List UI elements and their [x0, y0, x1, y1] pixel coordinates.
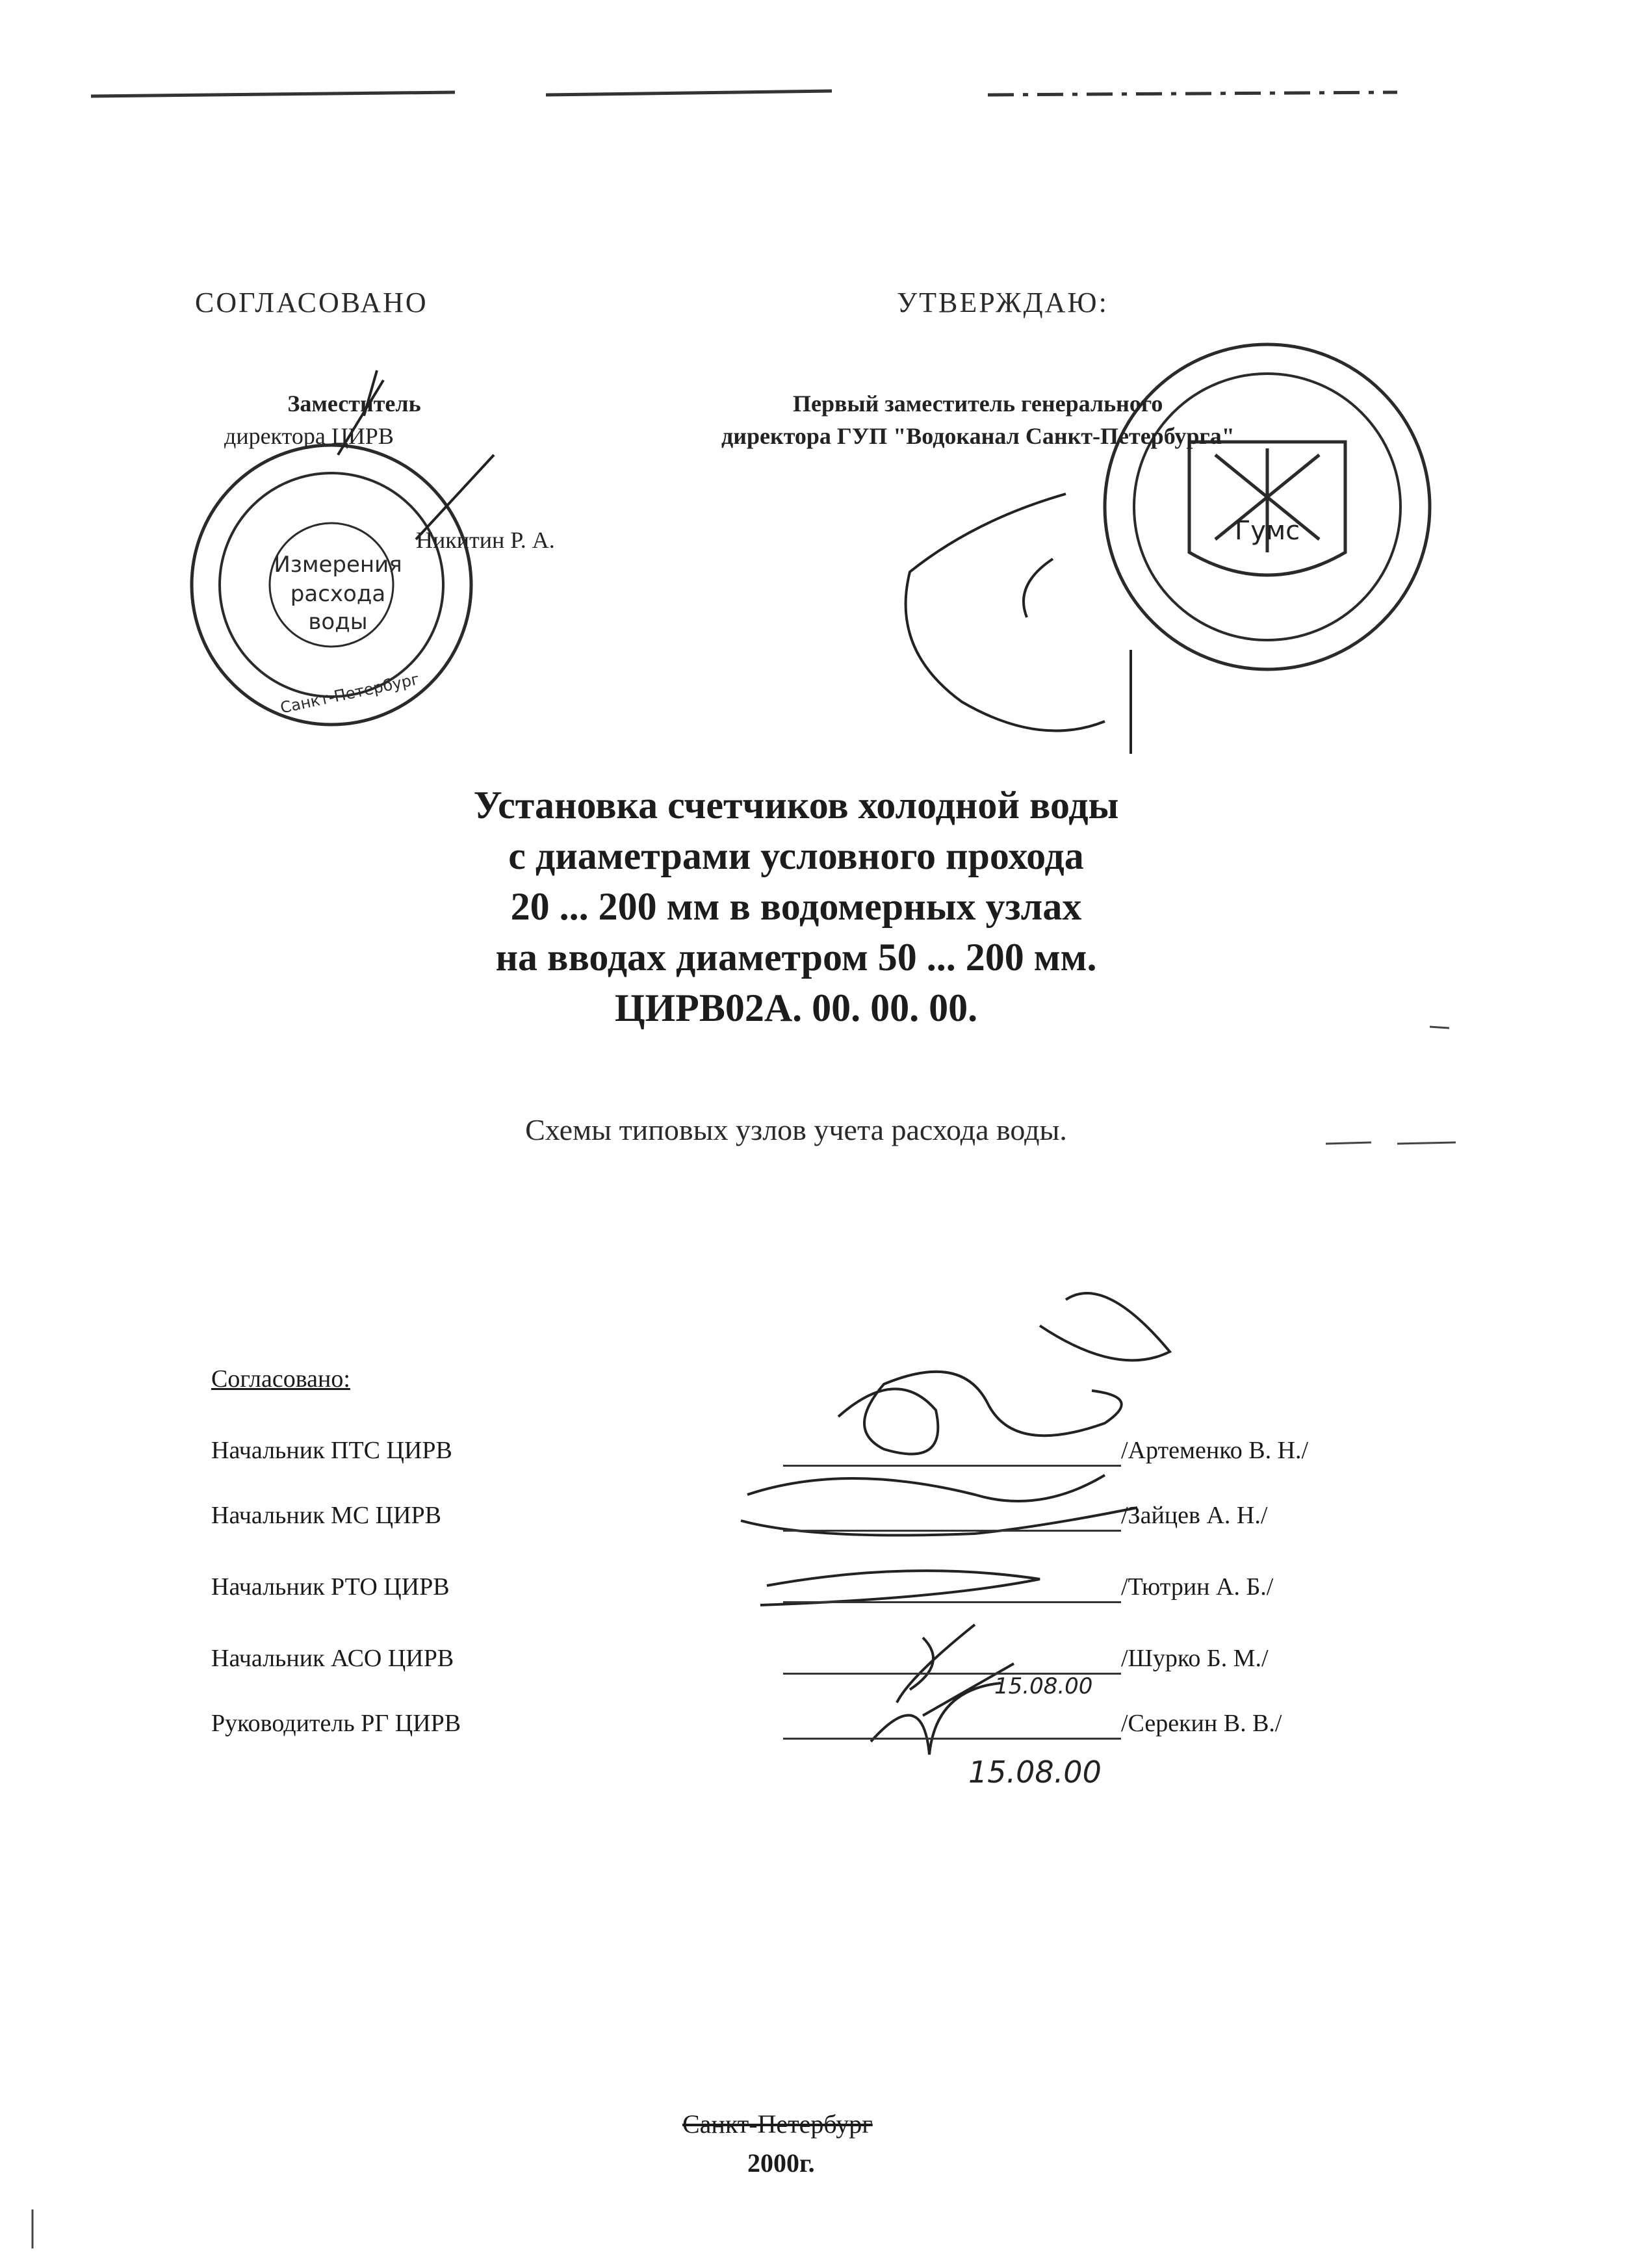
title-line-4: на вводах диаметром 50 ... 200 мм.	[495, 936, 1097, 979]
signature-role: Начальник РТО ЦИРВ	[211, 1573, 450, 1601]
signature-role: Начальник АСО ЦИРВ	[211, 1645, 454, 1672]
signature-role: Начальник ПТС ЦИРВ	[211, 1437, 452, 1464]
footer-year: 2000г.	[747, 2148, 815, 2178]
agreed-heading: Согласовано:	[211, 1365, 350, 1393]
signature-name: /Серекин В. В./	[1121, 1710, 1282, 1737]
signature-line	[783, 1738, 1121, 1740]
signature-line	[783, 1601, 1121, 1603]
signature-name: /Артеменко В. Н./	[1121, 1437, 1309, 1464]
left-position-line-1: Заместитель	[287, 391, 421, 417]
handwritten-date-1: 15.08.00	[994, 1673, 1093, 1699]
stamp-bottom-text: Санкт-Петербург	[278, 669, 421, 717]
document-subtitle: Схемы типовых узлов учета расхода воды.	[525, 1113, 1067, 1146]
signature-row	[211, 1501, 1381, 1540]
title-line-3: 20 ... 200 мм в водомерных узлах	[510, 885, 1082, 928]
signature-row	[211, 1573, 1381, 1612]
signature-name: /Зайцев А. Н./	[1121, 1502, 1268, 1529]
edge-marks	[32, 1027, 1456, 2248]
left-signatory-name: Никитин Р. А.	[416, 527, 555, 553]
left-position-line-2: директора ЦИРВ	[224, 423, 394, 449]
title-line-1: Установка счетчиков холодной воды	[473, 784, 1119, 827]
signature-name: /Шурко Б. М./	[1121, 1645, 1269, 1672]
signature-row	[211, 1709, 1381, 1748]
signature-role: Начальник МС ЦИРВ	[211, 1502, 442, 1529]
right-stamp-center-text: Гумс	[1234, 516, 1300, 546]
right-approval-heading: УТВЕРЖДАЮ:	[897, 287, 1109, 318]
right-position-line-2: директора ГУП "Водоканал Санкт-Петербурга"	[721, 423, 1235, 449]
top-scan-lines	[91, 91, 1397, 96]
title-line-5: ЦИРВ02А. 00. 00. 00.	[614, 986, 978, 1029]
signature-row	[211, 1436, 1381, 1475]
handwritten-date-2: 15.08.00	[968, 1755, 1102, 1790]
signature-role: Руководитель РГ ЦИРВ	[211, 1710, 461, 1737]
signature-name: /Тютрин А. Б./	[1121, 1573, 1274, 1601]
signature-row	[211, 1644, 1381, 1683]
stamp-line-2: расхода	[290, 581, 386, 607]
title-line-2: с диаметрами условного прохода	[508, 834, 1084, 877]
signature-line	[783, 1465, 1121, 1467]
stamp-line-3: воды	[308, 609, 368, 635]
right-signature	[906, 494, 1131, 754]
signature-line	[783, 1530, 1121, 1532]
right-position-line-1: Первый заместитель генерального	[793, 391, 1163, 417]
footer-city: Санкт-Петербург	[682, 2109, 873, 2139]
stamp-line-1: Измерения	[274, 552, 402, 578]
left-approval-heading: СОГЛАСОВАНО	[195, 287, 428, 318]
document-title	[325, 780, 1267, 1033]
